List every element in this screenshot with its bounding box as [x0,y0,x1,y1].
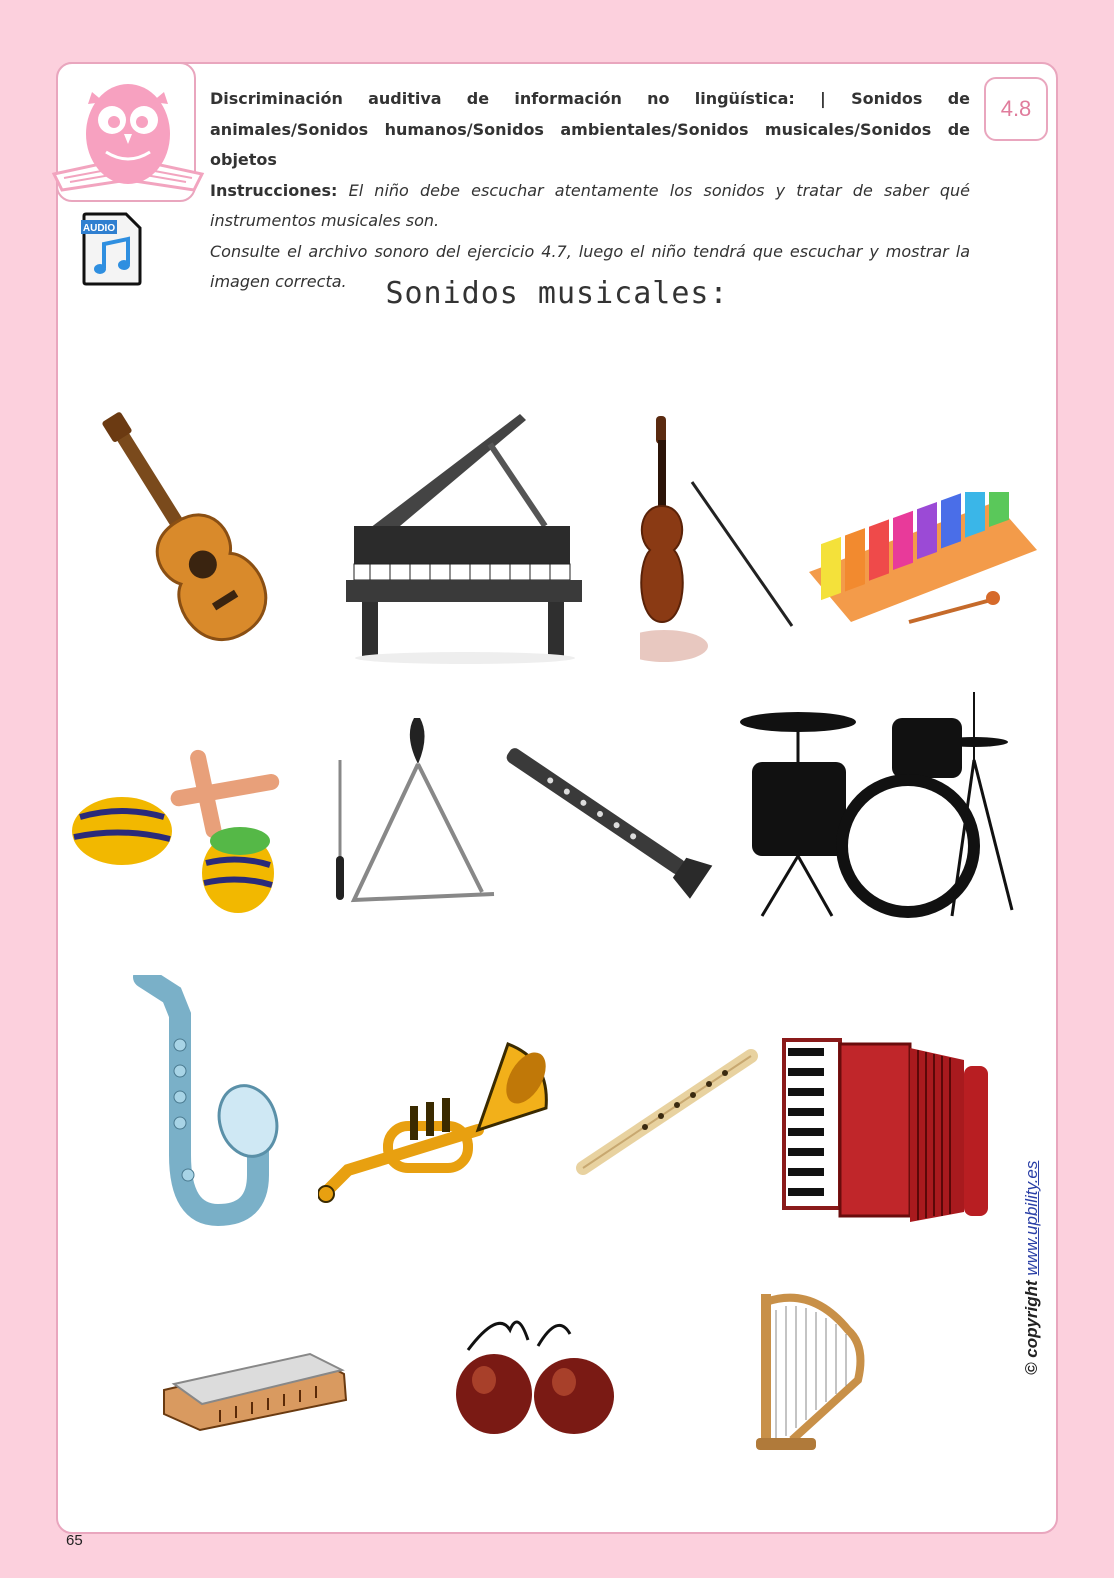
guitar-icon[interactable] [92,405,297,650]
exercise-title: Discriminación auditiva de información no lingüística: | Sonidos de animales/Sonidos humanos/Sonidos ambientales/Sonidos musicales/Sonidos de objetos [210,89,970,169]
trumpet-icon[interactable] [318,1030,554,1204]
owl-logo-icon [44,74,212,204]
audio-file-icon[interactable] [80,212,144,286]
saxophone-icon[interactable] [128,975,298,1231]
consult-text: Consulte el archivo sonoro del ejercicio 4.7, luego el niño tendrá que escuchar y mostrar la imagen correcta. [210,241,970,291]
xylophone-icon[interactable] [805,492,1045,630]
violin-icon[interactable] [640,410,800,662]
audio-label: AUDIO [82,223,116,234]
drum-kit-icon[interactable] [712,690,1022,932]
instructions-label: Instrucciones: [210,180,338,200]
flute-icon[interactable] [575,1048,760,1178]
website-link[interactable]: www.upbility.es [1022,1160,1041,1276]
maracas-icon[interactable] [70,745,285,915]
triangle-icon[interactable] [330,716,506,908]
piano-icon[interactable] [340,408,590,666]
header-text [210,84,970,298]
castanets-icon[interactable] [438,1310,620,1440]
copyright-notice [1022,1161,1042,1375]
page-number: 65 [66,1532,83,1549]
section-subtitle: Sonidos musicales: [385,276,729,311]
harp-icon[interactable] [752,1290,872,1458]
accordion-icon[interactable] [780,1036,992,1228]
instructions-text: El niño debe escuchar atentamente los sonidos y tratar de saber qué instrumentos musicales son. [210,180,970,230]
copyright-label: © copyright [1022,1280,1041,1375]
harmonica-icon[interactable] [160,1352,348,1432]
clarinet-icon[interactable] [500,728,715,900]
logo-box [56,62,196,202]
exercise-number-badge: 4.8 [984,77,1048,141]
